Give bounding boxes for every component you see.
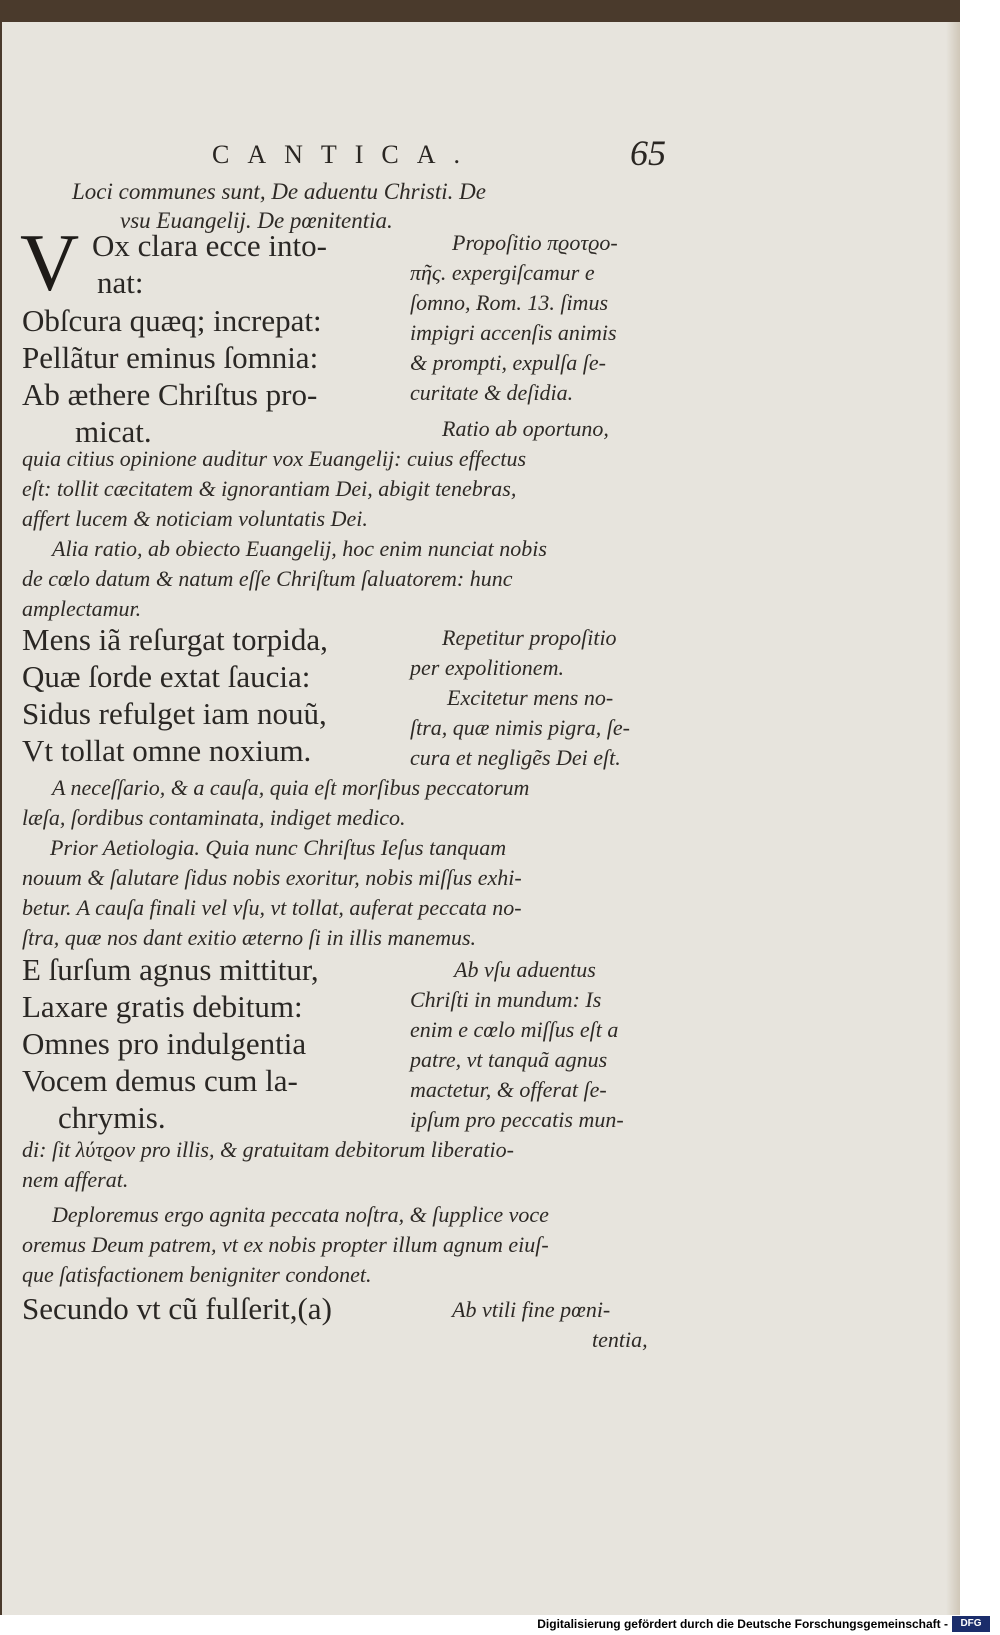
commentary-line: de cœlo datum & natum eſſe Chriſtum ſaluatorem: hunc bbox=[22, 566, 513, 591]
commentary-line: Alia ratio, ab obiecto Euangelij, hoc enim nunciat nobis bbox=[52, 536, 547, 561]
verse-line: Pellãtur eminus ſomnia: bbox=[22, 340, 319, 375]
digitization-footer bbox=[0, 1615, 1000, 1635]
book-page bbox=[2, 22, 960, 1615]
gloss-line: Excitetur mens no- bbox=[447, 685, 614, 710]
commentary-line: Deploremus ergo agnita peccata noſtra, & ſupplice voce bbox=[52, 1202, 549, 1227]
commentary-line: A neceſſario, & a cauſa, quia eſt morſibus peccatorum bbox=[52, 775, 530, 800]
gloss-line: patre, vt tanquã agnus bbox=[410, 1047, 608, 1072]
gloss-line: Propoſitio πϱοτϱο- bbox=[452, 230, 618, 255]
gloss-line: Ab vtili fine pœni- bbox=[452, 1297, 611, 1322]
gloss-line: Repetitur propoſitio bbox=[442, 625, 617, 650]
gloss-line: enim e cœlo miſſus eſt a bbox=[410, 1017, 619, 1042]
verse-line: Vocem demus cum la- bbox=[22, 1063, 298, 1098]
funding-credit: Digitalisierung gefördert durch die Deutsche Forschungsgemeinschaft - bbox=[537, 1617, 948, 1631]
gloss-line: impigri accenſis animis bbox=[410, 320, 617, 345]
gloss-line: Ratio ab oportuno, bbox=[442, 416, 609, 441]
running-title: CANTICA. bbox=[212, 140, 479, 169]
commentary-line: eſt: tollit cæcitatem & ignorantiam Dei, abigit tenebras, bbox=[22, 476, 517, 501]
commentary-line: oremus Deum patrem, vt ex nobis propter illum agnum eiuſ- bbox=[22, 1232, 549, 1257]
gloss-line: per expolitionem. bbox=[410, 655, 564, 680]
gloss-line: ſomno, Rom. 13. ſimus bbox=[410, 290, 608, 315]
commentary-line: Prior Aetiologia. Quia nunc Chriſtus Ieſus tanquam bbox=[50, 835, 507, 860]
gloss-line: cura et negligẽs Dei eſt. bbox=[410, 745, 621, 770]
gloss-line: Chriſti in mundum: Is bbox=[410, 987, 602, 1012]
gloss-line: curitate & deſidia. bbox=[410, 380, 574, 405]
verse-line: micat. bbox=[75, 414, 152, 449]
verse-line: Ox clara ecce into- bbox=[92, 228, 327, 263]
gloss-line: & prompti, expulſa ſe- bbox=[410, 350, 606, 375]
commentary-line: que ſatisfactionem benigniter condonet. bbox=[22, 1262, 372, 1287]
dfg-logo: DFG bbox=[952, 1616, 990, 1632]
verse-line: Omnes pro indulgentia bbox=[22, 1026, 307, 1061]
verse-line: nat: bbox=[97, 265, 144, 300]
verse-line: Sidus refulget iam nouũ, bbox=[22, 696, 327, 731]
verse-line: chrymis. bbox=[58, 1100, 166, 1135]
verse-line: Obſcura quæq; increpat: bbox=[22, 303, 322, 338]
gloss-line: ipſum pro peccatis mun- bbox=[410, 1107, 624, 1132]
intro-line: vsu Euangelij. De pœnitentia. bbox=[120, 208, 393, 233]
verse-line: Vt tollat omne noxium. bbox=[22, 733, 312, 768]
verse-line: E ſurſum agnus mittitur, bbox=[22, 952, 319, 987]
commentary-line: betur. A cauſa finali vel vſu, vt tollat, auferat peccata no- bbox=[22, 895, 522, 920]
gloss-line: Ab vſu aduentus bbox=[454, 957, 596, 982]
gloss-line: ſtra, quæ nimis pigra, ſe- bbox=[410, 715, 631, 740]
verse-line: Secundo vt cũ fulſerit,(a) bbox=[22, 1291, 332, 1326]
gloss-line: tentia, bbox=[592, 1327, 648, 1352]
drop-capital: V bbox=[20, 217, 80, 308]
gloss-line: πῆς. expergiſcamur e bbox=[410, 260, 595, 285]
commentary-line: amplectamur. bbox=[22, 596, 142, 621]
page-number: 65 bbox=[630, 133, 666, 173]
verse-line: Ab æthere Chriſtus pro- bbox=[22, 377, 318, 412]
commentary-line: læſa, ſordibus contaminata, indiget medico. bbox=[22, 805, 406, 830]
commentary-line: quia citius opinione auditur vox Euangelij: cuius effectus bbox=[22, 446, 527, 471]
gloss-line: mactetur, & offerat ſe- bbox=[410, 1077, 607, 1102]
verse-line: Laxare gratis debitum: bbox=[22, 989, 303, 1024]
verse-line: Mens iã reſurgat torpida, bbox=[22, 622, 328, 657]
verse-line: Quæ ſorde extat ſaucia: bbox=[22, 659, 311, 694]
intro-line: Loci communes sunt, De aduentu Christi. De bbox=[72, 179, 486, 204]
commentary-line: di: ſit λύτϱον pro illis, & gratuitam debitorum liberatio- bbox=[22, 1137, 514, 1162]
commentary-line: nouum & ſalutare ſidus nobis exoritur, nobis miſſus exhi- bbox=[22, 865, 522, 890]
commentary-line: ſtra, quæ nos dant exitio æterno ſi in illis manemus. bbox=[22, 925, 477, 950]
commentary-line: nem afferat. bbox=[22, 1167, 129, 1192]
commentary-line: affert lucem & noticiam voluntatis Dei. bbox=[22, 506, 368, 531]
page-edge bbox=[946, 22, 960, 1615]
